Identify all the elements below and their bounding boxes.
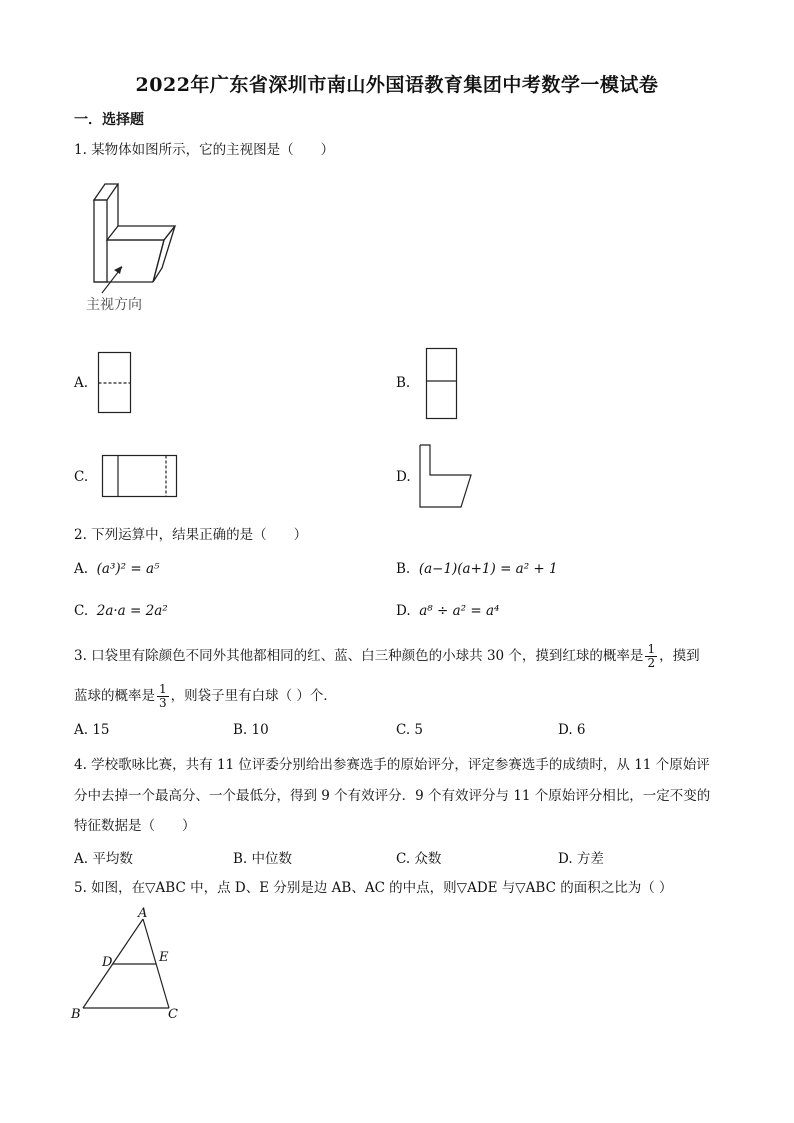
- q2-option-b: [396, 561, 558, 577]
- q1-object-figure: [80, 178, 190, 318]
- q2-option-d-label: D.: [396, 603, 411, 619]
- q3-option-d: D. 6: [558, 722, 586, 738]
- exam-title: 2022年广东省深圳市南山外国语教育集团中考数学一模试卷: [135, 74, 659, 96]
- q4-line-2: 分中去掉一个最高分、一个最低分，得到 9 个有效评分．9 个有效评分与 11 个原始评分相比，一定不变的: [74, 788, 711, 804]
- q3-option-a: A. 15: [74, 722, 110, 738]
- q2-option-b-label: B.: [396, 561, 411, 577]
- q1-option-d-figure: [419, 444, 473, 510]
- q1-option-b: B.: [396, 375, 411, 391]
- point-d-label: D: [102, 955, 113, 970]
- q3-line-2: [74, 683, 337, 710]
- q3-line1-text: 3. 口袋里有除颜色不同外其他都相同的红、蓝、白三种颜色的小球共 30 个，摸到红球的概率是: [74, 648, 644, 664]
- q3-frac2-num: 1: [159, 682, 167, 696]
- point-e-label: E: [159, 950, 169, 965]
- section-heading: 一．选择题: [74, 112, 144, 128]
- q3-line2-text: 蓝球的概率是: [74, 688, 155, 704]
- q5-stem: 5. 如图，在▽ABC 中，点 D、E 分别是边 AB、AC 的中点，则▽ADE 与▽ABC 的面积之比为（ ）: [74, 880, 673, 896]
- q1-option-c-figure: [102, 455, 178, 498]
- q3-fraction-red: [645, 643, 657, 670]
- q1-caption: 主视方向: [86, 297, 142, 313]
- q1-option-c: C.: [74, 469, 89, 485]
- q4-line-3: 特征数据是（ ）: [74, 818, 196, 834]
- q2-option-a-label: A.: [74, 561, 89, 577]
- q2-stem: 2. 下列运算中，结果正确的是（ ）: [74, 527, 308, 543]
- q3-line-1: [74, 643, 700, 670]
- q1-option-b-figure: [426, 348, 458, 420]
- q2-option-c-expr: 2a·a = 2a²: [96, 603, 168, 619]
- q2-option-c-label: C.: [74, 603, 89, 619]
- q2-option-d-expr: a⁸ ÷ a² = a⁴: [419, 603, 500, 619]
- q1-option-a-figure: [98, 352, 132, 414]
- q1-stem: 1. 某物体如图所示，它的主视图是（ ）: [74, 142, 335, 158]
- q3-option-c: C. 5: [396, 722, 424, 738]
- point-b-label: B: [71, 1007, 81, 1022]
- point-c-label: C: [168, 1007, 178, 1022]
- q4-option-d: D. 方差: [558, 851, 604, 867]
- q5-triangle-figure: [68, 905, 198, 1023]
- q3-option-b: B. 10: [233, 722, 269, 738]
- q3-fraction-blue: [157, 683, 169, 710]
- point-a-label: A: [138, 906, 148, 921]
- q2-option-a: [74, 561, 159, 577]
- q4-line-1: 4. 学校歌咏比赛，共有 11 位评委分别给出参赛选手的原始评分，评定参赛选手的成绩时，从 11 个原始评: [74, 757, 710, 773]
- q4-option-c: C. 众数: [396, 851, 442, 867]
- q3-line1-tail: ，摸到: [659, 648, 700, 664]
- q2-option-a-expr: (a³)² = a⁵: [96, 561, 160, 577]
- q4-option-a: A. 平均数: [74, 851, 133, 867]
- q2-option-d: [396, 603, 499, 619]
- q3-line2-tail: ，则袋子里有白球（ ）个．: [170, 688, 337, 704]
- q3-frac2-den: 3: [159, 696, 167, 710]
- q4-option-b: B. 中位数: [233, 851, 293, 867]
- q1-option-d: D.: [396, 469, 411, 485]
- q2-option-c: [74, 603, 168, 619]
- q3-frac1-den: 2: [647, 656, 656, 670]
- q3-frac1-num: 1: [647, 642, 656, 656]
- q2-option-b-expr: (a−1)(a+1) = a² + 1: [418, 561, 558, 577]
- q1-option-a: A.: [74, 375, 89, 391]
